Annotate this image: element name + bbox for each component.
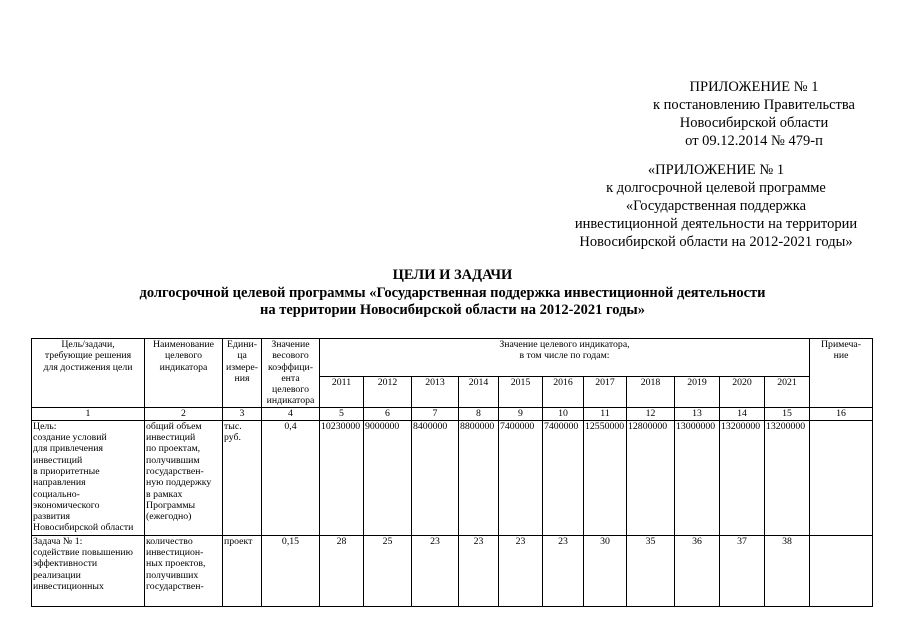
column-number: 10 [543,407,584,420]
column-number: 7 [412,407,459,420]
value-cell: 12550000 [584,420,627,535]
header-year: 2018 [627,376,675,407]
column-number: 4 [262,407,320,420]
value-cell: 30 [584,535,627,606]
column-number: 16 [810,407,873,420]
header-year: 2021 [765,376,810,407]
annex-line: «ПРИЛОЖЕНИЕ № 1 [647,162,785,178]
header-year: 2020 [720,376,765,407]
value-cell: 8800000 [459,420,499,535]
approval-line: ПРИЛОЖЕНИЕ № 1 [689,79,819,95]
annex-line: инвестиционной деятельности на территории [574,216,858,232]
value-cell: 36 [675,535,720,606]
note-cell [810,420,873,535]
column-number: 8 [459,407,499,420]
value-cell: 38 [765,535,810,606]
table-row [32,420,873,535]
value-cell: 10230000 [320,420,364,535]
value-cell: 23 [543,535,584,606]
header-weight: Значение весового коэффици- ента целевого индикатора [262,339,320,408]
header-values-group: Значение целевого индикатора, в том числе по годам: [320,339,810,377]
approval-line: к постановлению Правительства [653,97,855,113]
goals-table [31,338,873,607]
value-cell: 7400000 [499,420,543,535]
header-year: 2013 [412,376,459,407]
header-year: 2016 [543,376,584,407]
unit-cell: тыс. руб. [223,420,262,535]
indicator-cell: общий объем инвестиций по проектам, получившим государствен- ную поддержку в рамках Программы (ежегодно) [145,420,223,535]
column-number: 2 [145,407,223,420]
value-cell: 9000000 [364,420,412,535]
unit-cell: проект [223,535,262,606]
header-indicator: Наименование целевого индикатора [145,339,223,408]
header-year: 2011 [320,376,364,407]
annex-line: к долгосрочной целевой программе [606,180,826,196]
header-year: 2017 [584,376,627,407]
value-cell: 37 [720,535,765,606]
column-number: 1 [32,407,145,420]
value-cell: 13200000 [765,420,810,535]
value-cell: 23 [499,535,543,606]
header-year: 2019 [675,376,720,407]
goal-cell: Цель: создание условий для привлечения инвестиций в приоритетные направления социально- экономического развития Новосибирской области [32,420,145,535]
header-note: Примеча- ние [810,339,873,408]
approval-block [639,78,869,150]
column-number: 12 [627,407,675,420]
header-unit: Едини- ца измере- ния [223,339,262,408]
header-year: 2014 [459,376,499,407]
column-number: 9 [499,407,543,420]
weight-cell: 0,4 [262,420,320,535]
weight-cell: 0,15 [262,535,320,606]
value-cell: 28 [320,535,364,606]
goal-cell: Задача № 1: содействие повышению эффективности реализации инвестиционных [32,535,145,606]
value-cell: 13200000 [720,420,765,535]
value-cell: 13000000 [675,420,720,535]
indicator-cell: количество инвестицион- ных проектов, получивших государствен- [145,535,223,606]
header-year: 2015 [499,376,543,407]
annex-line: «Государственная поддержка [625,198,807,214]
value-cell: 7400000 [543,420,584,535]
value-cell: 25 [364,535,412,606]
table-row [32,535,873,606]
value-cell: 23 [412,535,459,606]
document-subtitle-2: на территории Новосибирской области на 2012-2021 годы» [260,302,645,318]
approval-line: от 09.12.2014 № 479-п [685,133,823,149]
column-number: 14 [720,407,765,420]
approval-line: Новосибирской области [679,115,829,131]
value-cell: 12800000 [627,420,675,535]
annex-line: Новосибирской области на 2012-2021 годы» [579,234,853,250]
note-cell [810,535,873,606]
column-number: 6 [364,407,412,420]
column-number: 13 [675,407,720,420]
column-number: 15 [765,407,810,420]
document-subtitle: долгосрочной целевой программы «Государственная поддержка инвестиционной деятельности [139,285,766,301]
column-number: 11 [584,407,627,420]
column-number: 3 [223,407,262,420]
document-title: ЦЕЛИ И ЗАДАЧИ [392,267,513,283]
column-number: 5 [320,407,364,420]
value-cell: 8400000 [412,420,459,535]
annex-block [561,161,871,251]
value-cell: 23 [459,535,499,606]
header-goal: Цель/задачи, требующие решения для достижения цели [32,339,145,408]
value-cell: 35 [627,535,675,606]
header-year: 2012 [364,376,412,407]
